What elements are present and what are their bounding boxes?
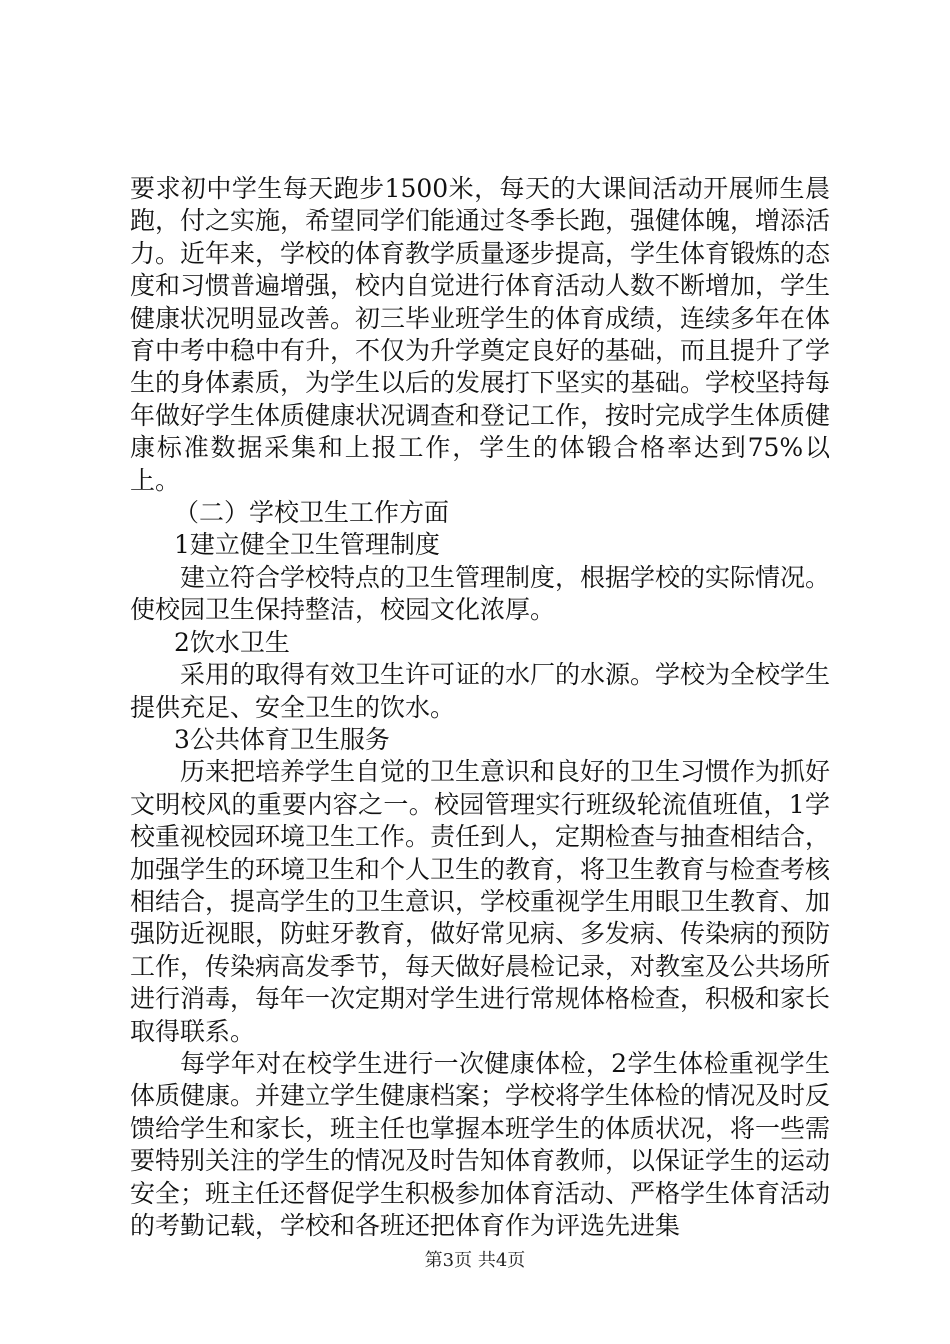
body-paragraph: 建立符合学校特点的卫生管理制度，根据学校的实际情况。使校园卫生保持整洁，校园文化浓厚。 bbox=[130, 562, 831, 625]
subsection-heading: 3公共体育卫生服务 bbox=[174, 724, 390, 754]
body-paragraph: 每学年对在校学生进行一次健康体检，2学生体检重视学生体质健康。并建立学生健康档案；学校将学生体检的情况及时反馈给学生和家长，班主任也掌握本班学生的体质状况，将一些需要特别关注的学生的情况及时告知体育教师，以保证学生的运动安全；班主任还督促学生积极参加体育活动、严格学生体育活动的考勤记载，学校和各班还把体育作为评选先进集 bbox=[130, 1048, 831, 1240]
body-paragraph: 采用的取得有效卫生许可证的水厂的水源。学校为全校学生提供充足、安全卫生的饮水。 bbox=[130, 660, 831, 722]
subsection-heading: 1建立健全卫生管理制度 bbox=[174, 530, 440, 560]
section-heading: （二）学校卫生工作方面 bbox=[174, 498, 450, 528]
page-number-footer: 第3页 共4页 bbox=[424, 1250, 526, 1271]
document-body bbox=[130, 173, 830, 1242]
body-paragraph: 历来把培养学生自觉的卫生意识和良好的卫生习惯作为抓好文明校风的重要内容之一。校园管理实行班级轮流值班值，1学校重视校园环境卫生工作。责任到人，定期检查与抽查相结合，加强学生的环境卫生和个人卫生的教育，将卫生教育与检查考核相结合，提高学生的卫生意识，学校重视学生用眼卫生教育、加强防近视眼，防蛀牙教育，做好常见病、多发病、传染病的预防工作，传染病高发季节，每天做好晨检记录，对教室及公共场所进行消毒，每年一次定期对学生进行常规体格检查，积极和家长取得联系。 bbox=[130, 757, 831, 1046]
body-paragraph: 要求初中学生每天跑步1500米，每天的大课间活动开展师生晨跑，付之实施，希望同学们能通过冬季长跑，强健体魄，增添活力。近年来，学校的体育教学质量逐步提高，学生体育锻炼的态度和习惯普遍增强，校内自觉进行体育活动人数不断增加，学生健康状况明显改善。初三毕业班学生的体育成绩，连续多年在体育中考中稳中有升，不仅为升学奠定良好的基础，而且提升了学生的身体素质，为学生以后的发展打下坚实的基础。学校坚持每年做好学生体质健康状况调查和登记工作，按时完成学生体质健康标准数据采集和上报工作，学生的体锻合格率达到75%以上。 bbox=[130, 174, 831, 495]
subsection-heading: 2饮水卫生 bbox=[174, 627, 290, 657]
